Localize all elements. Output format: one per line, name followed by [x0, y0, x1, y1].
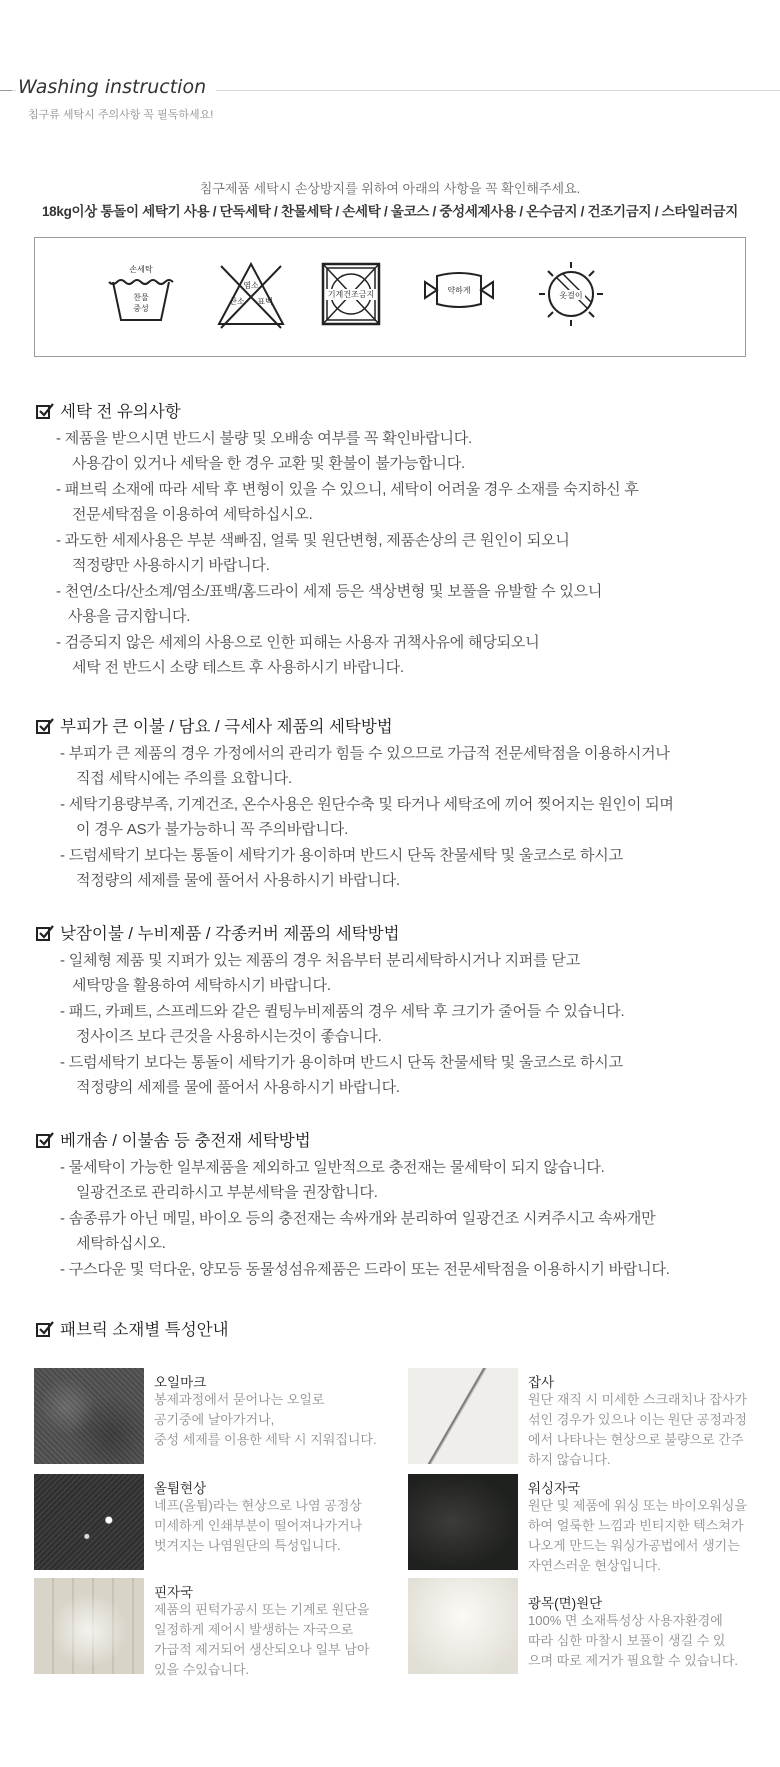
section-title: 낮잠이불 / 누비제품 / 각종커버 제품의 세탁방법 — [36, 920, 400, 944]
text-line: 적정량만 사용하시기 바랍니다. — [72, 557, 270, 574]
text-line: 세탁망을 활용하여 세탁하시기 바랍니다. — [72, 977, 331, 994]
fabric-name: 워싱자국 — [528, 1481, 581, 1496]
fabric-item — [408, 1368, 748, 1478]
shade-dry-icon — [533, 260, 609, 332]
notice-rules: 18kg이상 통돌이 세탁기 사용 / 단독세탁 / 찬물세탁 / 손세탁 / 울코스 / 중성세제사용 / 온수금지 / 건조기금지 / 스타일러금지 — [41, 204, 739, 219]
hand-wash-sub2: 중성 — [133, 304, 149, 313]
checkbox-icon — [36, 403, 54, 419]
no-bleach-right: 표백 — [257, 297, 273, 306]
text-line: - 세탁기용량부족, 기계건조, 온수사용은 원단수축 및 타거나 세탁조에 끼어 찢어지는 원인이 되며 — [60, 796, 674, 813]
text-line: - 부피가 큰 제품의 경우 가정에서의 관리가 힘들 수 있으므로 가급적 전문세탁점을 이용하시거나 — [60, 745, 670, 762]
section-title: 패브릭 소재별 특성안내 — [36, 1316, 229, 1340]
text-line: - 구스다운 및 덕다운, 양모등 동물성섬유제품은 드라이 또는 전문세탁점을 이용하시기 바랍니다. — [60, 1261, 670, 1278]
fabric-name: 핀자국 — [154, 1585, 194, 1600]
shade-dry-label: 옷걸이 — [559, 291, 583, 300]
notice-text: 침구제품 세탁시 손상방지를 위하여 아래의 사항을 꼭 확인해주세요. — [199, 181, 581, 196]
no-bleach-icon — [213, 260, 289, 332]
no-bleach-left: 산소 — [229, 297, 245, 306]
fabric-thumbnail — [34, 1474, 144, 1570]
fabric-desc: 100% 면 소재특성상 사용자환경에 따라 심한 마찰시 보풀이 생길 수 있 으며 따로 제거가 필요할 수 있습니다. — [528, 1613, 739, 1668]
text-line: 세탁하십시오. — [76, 1235, 166, 1252]
fabric-name: 잡사 — [528, 1375, 555, 1390]
fabric-name: 오일마크 — [154, 1375, 207, 1390]
text-line: - 검증되지 않은 세제의 사용으로 인한 피해는 사용자 귀책사유에 해당되오니 — [56, 634, 540, 651]
text-line: - 일체형 제품 및 지퍼가 있는 제품의 경우 처음부터 분리세탁하시거나 지퍼를 닫고 — [60, 952, 581, 969]
text-line: - 제품을 받으시면 반드시 불량 및 오배송 여부를 꼭 확인바랍니다. — [56, 430, 473, 447]
fabric-name: 광목(면)원단 — [528, 1596, 603, 1611]
text-line: - 드럼세탁기 보다는 통돌이 세탁기가 용이하며 반드시 단독 찬물세탁 및 울코스로 하시고 — [60, 847, 623, 864]
text-line: 직접 세탁시에는 주의를 요합니다. — [76, 770, 292, 787]
fabric-item — [34, 1474, 374, 1584]
section-title: 세탁 전 유의사항 — [36, 398, 181, 422]
section-title: 부피가 큰 이불 / 담요 / 극세사 제품의 세탁방법 — [36, 713, 393, 737]
care-icon-panel — [34, 237, 746, 357]
fabric-thumbnail — [408, 1474, 518, 1570]
hand-wash-icon — [103, 260, 179, 332]
no-machine-dry-icon — [313, 260, 389, 332]
fabric-thumbnail — [408, 1578, 518, 1674]
text-line: - 드럼세탁기 보다는 통돌이 세탁기가 용이하며 반드시 단독 찬물세탁 및 울코스로 하시고 — [60, 1054, 623, 1071]
checkbox-icon — [36, 1321, 54, 1337]
text-line: 이 경우 AS가 불가능하니 꼭 주의바랍니다. — [76, 821, 349, 838]
fabric-thumbnail — [34, 1368, 144, 1464]
gentle-wash-label: 약하게 — [447, 286, 471, 295]
checkbox-icon — [36, 718, 54, 734]
text-line: - 천연/소다/산소계/염소/표백/홈드라이 세제 등은 색상변형 및 보풀을 유발할 수 있으니 — [56, 583, 603, 600]
text-line: - 과도한 세제사용은 부분 색빠짐, 얼룩 및 원단변형, 제품손상의 큰 원인이 되오니 — [56, 532, 570, 549]
text-line: 세탁 전 반드시 소량 테스트 후 사용하시기 바랍니다. — [72, 659, 404, 676]
page-subtitle: 침구류 세탁시 주의사항 꼭 필독하세요! — [28, 109, 214, 121]
section-title: 베개솜 / 이불솜 등 충전재 세탁방법 — [36, 1127, 311, 1151]
text-line: - 솜종류가 아닌 메밀, 바이오 등의 충전재는 속싸개와 분리하여 일광건조 시켜주시고 속싸개만 — [60, 1210, 656, 1227]
text-line: - 패드, 카페트, 스프레드와 같은 퀼팅누비제품의 경우 세탁 후 크기가 줄어들 수 있습니다. — [60, 1003, 625, 1020]
text-line: - 물세탁이 가능한 일부제품을 제외하고 일반적으로 충전재는 물세탁이 되지 않습니다. — [60, 1159, 605, 1176]
fabric-name: 올튐현상 — [154, 1481, 207, 1496]
fabric-item — [34, 1578, 374, 1688]
gentle-wash-icon — [421, 260, 497, 332]
no-bleach-top: 염소 — [243, 281, 259, 290]
no-machine-dry-label: 기계건조금지 — [327, 290, 375, 299]
fabric-desc: 원단 재직 시 미세한 스크래치나 잡사가 섞인 경우가 있으나 이는 원단 공정과정 에서 나타나는 현상으로 불량으로 간주 하지 않습니다. — [528, 1392, 747, 1467]
fabric-desc: 원단 및 제품에 워싱 또는 바이오워싱을 하여 얼룩한 느낌과 빈티지한 텍스쳐가 나오게 만드는 워싱가공법에서 생기는 자연스러운 현상입니다. — [528, 1498, 747, 1573]
text-line: 전문세탁점을 이용하여 세탁하십시오. — [72, 506, 313, 523]
text-line: 사용을 금지합니다. — [68, 608, 191, 625]
text-line: - 패브릭 소재에 따라 세탁 후 변형이 있을 수 있으니, 세탁이 어려울 경우 소재를 숙지하신 후 — [56, 481, 639, 498]
checkbox-icon — [36, 925, 54, 941]
fabric-desc: 제품의 핀턱가공시 또는 기계로 원단을 일정하게 제어시 발생하는 자국으로 가급적 제거되어 생산되오나 일부 남아 있을 수있습니다. — [154, 1602, 370, 1677]
fabric-thumbnail — [34, 1578, 144, 1674]
text-line: 적정량의 세제를 물에 풀어서 사용하시기 바랍니다. — [76, 1079, 400, 1096]
text-line: 정사이즈 보다 큰것을 사용하시는것이 좋습니다. — [76, 1028, 382, 1045]
text-line: 사용감이 있거나 세탁을 한 경우 교환 및 환불이 불가능합니다. — [72, 455, 465, 472]
page-title: Washing instruction — [16, 76, 216, 98]
fabric-item — [408, 1474, 748, 1584]
text-line: 일광건조로 관리하시고 부분세탁을 권장합니다. — [76, 1184, 378, 1201]
fabric-desc: 네프(올튐)라는 현상으로 나염 공정상 미세하게 인쇄부분이 떨어져나가거나 벗겨지는 나염원단의 특성입니다. — [154, 1498, 363, 1553]
hand-wash-label: 손세탁 — [129, 265, 153, 274]
text-line: 적정량의 세제를 물에 풀어서 사용하시기 바랍니다. — [76, 872, 400, 889]
fabric-desc: 봉제과정에서 묻어나는 오일로 공기중에 날아가거나, 중성 세제를 이용한 세탁 시 지워집니다. — [154, 1392, 377, 1447]
fabric-item — [34, 1368, 377, 1478]
checkbox-icon — [36, 1132, 54, 1148]
fabric-item — [408, 1578, 748, 1688]
fabric-thumbnail — [408, 1368, 518, 1464]
header-divider-accent — [0, 90, 12, 91]
hand-wash-sub1: 찬물 — [133, 293, 149, 302]
